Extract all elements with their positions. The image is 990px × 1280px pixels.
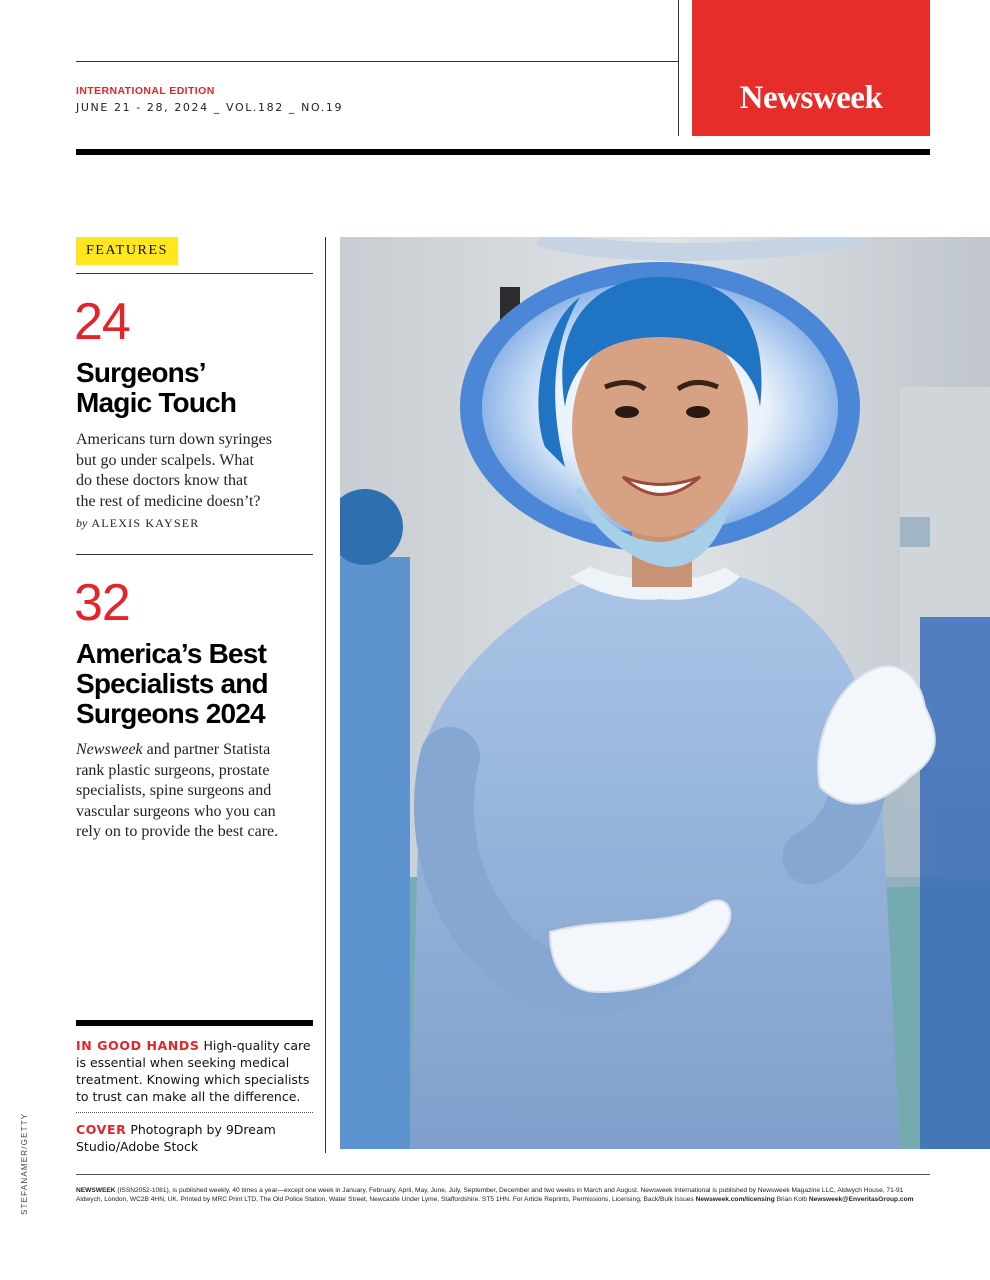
story-title[interactable] [76, 639, 316, 729]
story-byline [76, 516, 200, 531]
footer-text: (ISSN2052-1081), is published weekly, 40 times a year—except one week in January, February, April, May, June, July, September, December and two weeks in March and August. Newsweek International is published by Newsweek Magazine LLC, Aldwych House, 71-91 Aldwych, London, WC2B 4HN, UK. Printed by MRC Print LTD, The Old Police Station, Water Street, Newcastle Under Lyme, Staffordshire. ST5 1HN. For Article Reprints, Permissions, Licensing, Back/Bulk Issues [76, 1187, 904, 1203]
column-divider [325, 237, 326, 1153]
section-rule [76, 554, 313, 555]
deck-line: rank plastic surgeons, prostate [76, 761, 270, 779]
caption-lead: COVER [76, 1122, 127, 1137]
deck-first-rest: and partner Statista [142, 741, 271, 758]
email-link[interactable]: Newsweek@EnveritasGroup.com [808, 1195, 914, 1203]
caption-text: High-quality care is essential when seeking medical treatment. Knowing which specialists to trust can make all the difference. [76, 1038, 311, 1104]
title-line: America’s Best [76, 638, 267, 669]
features-tag: FEATURES [76, 237, 178, 265]
story-deck [76, 740, 312, 843]
title-line: Specialists and [76, 668, 268, 699]
cover-caption [76, 1121, 316, 1155]
footer-rule [76, 1174, 930, 1175]
deck-line: but go under scalpels. What [76, 451, 254, 469]
deck-line [76, 740, 312, 761]
caption-text: Photograph by 9Dream Studio/Adobe Stock [76, 1122, 276, 1154]
deck-line: rely on to provide the best care. [76, 823, 279, 840]
title-line: Surgeons 2024 [76, 698, 265, 729]
deck-line: specialists, spine surgeons and [76, 782, 272, 799]
section-rule [76, 273, 313, 274]
deck-line: the rest of medicine doesn’t? [76, 492, 261, 510]
issue-dateline: JUNE 21 - 28, 2024 _ VOL.182 _ NO.19 [76, 101, 344, 114]
story-page-number[interactable]: 32 [74, 574, 130, 632]
dotted-divider [76, 1112, 313, 1113]
footer-brand: NEWSWEEK [76, 1187, 116, 1194]
footer-contact: Brian Kolb [774, 1195, 809, 1203]
newsweek-logo[interactable] [692, 0, 930, 136]
licensing-link[interactable]: Newsweek.com/licensing [695, 1195, 775, 1203]
edition-label: INTERNATIONAL EDITION [76, 85, 215, 97]
story-page-number[interactable]: 24 [74, 293, 130, 351]
deck-line: do these doctors know that [76, 472, 248, 489]
cover-photo[interactable] [340, 237, 990, 1149]
caption-rule [76, 1020, 313, 1026]
photo-credit: STEFANAMER/GETTY [20, 1112, 29, 1215]
story-deck [76, 430, 312, 512]
caption-lead: IN GOOD HANDS [76, 1038, 200, 1053]
in-good-hands-caption [76, 1037, 316, 1105]
deck-line: vascular surgeons who you can [76, 802, 276, 820]
surgeon-illustration [340, 237, 990, 1149]
title-line: Surgeons’ [76, 357, 206, 388]
story-title[interactable] [76, 358, 316, 418]
logo-wordmark: Newsweek [739, 79, 883, 116]
header-divider [678, 0, 679, 136]
byline-name: ALEXIS KAYSER [91, 516, 200, 530]
deck-publication: Newsweek [76, 741, 143, 758]
deck-line: Americans turn down syringes [76, 431, 272, 448]
byline-prefix: by [76, 516, 88, 530]
header-thick-rule [76, 149, 930, 155]
footer-imprint [76, 1187, 930, 1204]
title-line: Magic Touch [76, 387, 237, 418]
header-top-rule [76, 61, 678, 62]
